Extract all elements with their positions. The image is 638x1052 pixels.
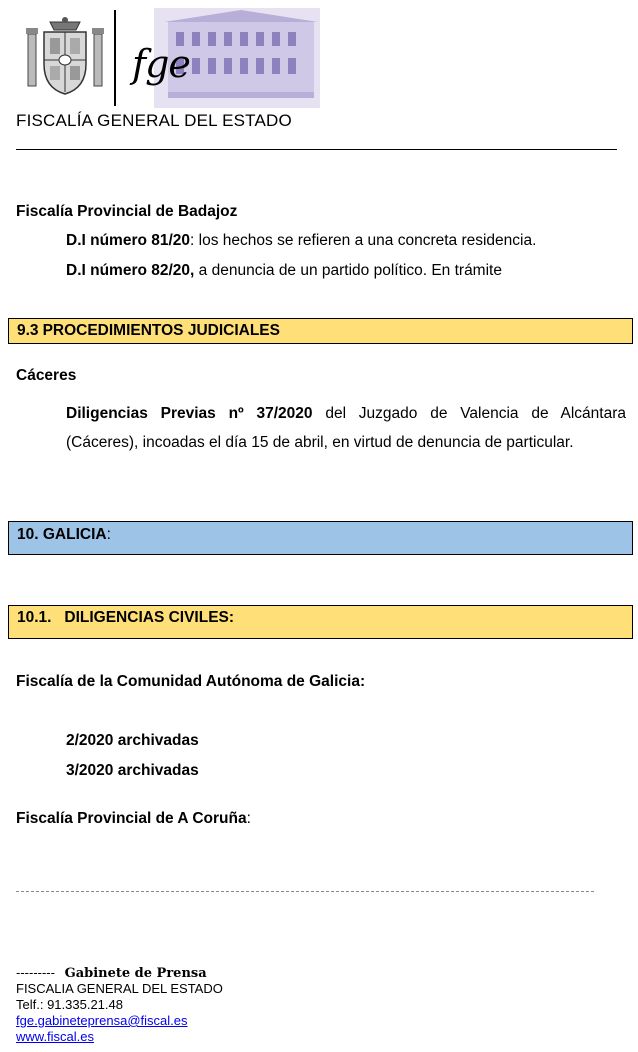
galicia-heading: Fiscalía de la Comunidad Autónoma de Galicia: <box>16 673 366 690</box>
badajoz-item <box>66 230 536 251</box>
footer-dashes: --------- <box>16 965 55 980</box>
section-suffix: : <box>106 526 111 543</box>
item-text: : los hechos se refieren a una concreta residencia. <box>190 232 537 249</box>
item-ref: D.I número 82/20, <box>66 262 195 279</box>
coruna-title: Fiscalía Provincial de A Coruña <box>16 810 247 827</box>
item-ref: D.I número 81/20 <box>66 232 191 249</box>
section-title: 10. GALICIA <box>17 526 107 543</box>
footer-web-line <box>16 1029 94 1045</box>
caceres-heading: Cáceres <box>16 367 77 384</box>
galicia-item: 3/2020 archivadas <box>66 762 199 779</box>
section-10-1-header: 10.1. DILIGENCIAS CIVILES: <box>8 605 633 639</box>
footer-org: FISCALIA GENERAL DEL ESTADO <box>16 981 223 996</box>
footer-phone: Telf.: 91.335.21.48 <box>16 997 123 1012</box>
section-title: PROCEDIMIENTOS JUDICIALES <box>42 322 280 339</box>
galicia-item: 2/2020 archivadas <box>66 732 199 749</box>
caceres-text: del Juzgado de Valencia de Alcántara <box>312 405 626 422</box>
footer-email-line <box>16 1013 187 1029</box>
org-title: FISCALÍA GENERAL DEL ESTADO <box>16 111 292 130</box>
header-divider <box>114 10 116 106</box>
header-rule <box>16 149 617 150</box>
footer-email-link[interactable]: fge.gabineteprensa@fiscal.es <box>16 1013 188 1028</box>
coruna-suffix: : <box>246 810 251 827</box>
caceres-line-2: (Cáceres), incoadas el día 15 de abril, en virtud de denuncia de particular. <box>66 434 574 451</box>
badajoz-heading: Fiscalía Provincial de Badajoz <box>16 203 238 220</box>
section-number: 9.3 <box>17 322 39 339</box>
badajoz-item <box>66 260 502 281</box>
item-text: a denuncia de un partido político. En trámite <box>194 262 502 279</box>
coruna-heading <box>16 808 251 829</box>
caceres-line-1 <box>66 403 626 424</box>
section-10-header <box>8 521 633 555</box>
caceres-ref: Diligencias Previas nº 37/2020 <box>66 405 313 422</box>
dashed-separator <box>16 891 594 892</box>
footer-web-link[interactable]: www.fiscal.es <box>16 1029 95 1044</box>
footer-press: Gabinete de Prensa <box>64 966 207 981</box>
fge-logo-text: fge <box>132 42 190 86</box>
coat-of-arms-icon <box>26 16 104 96</box>
section-9-3-header <box>8 318 633 344</box>
footer-press-line <box>16 965 207 982</box>
